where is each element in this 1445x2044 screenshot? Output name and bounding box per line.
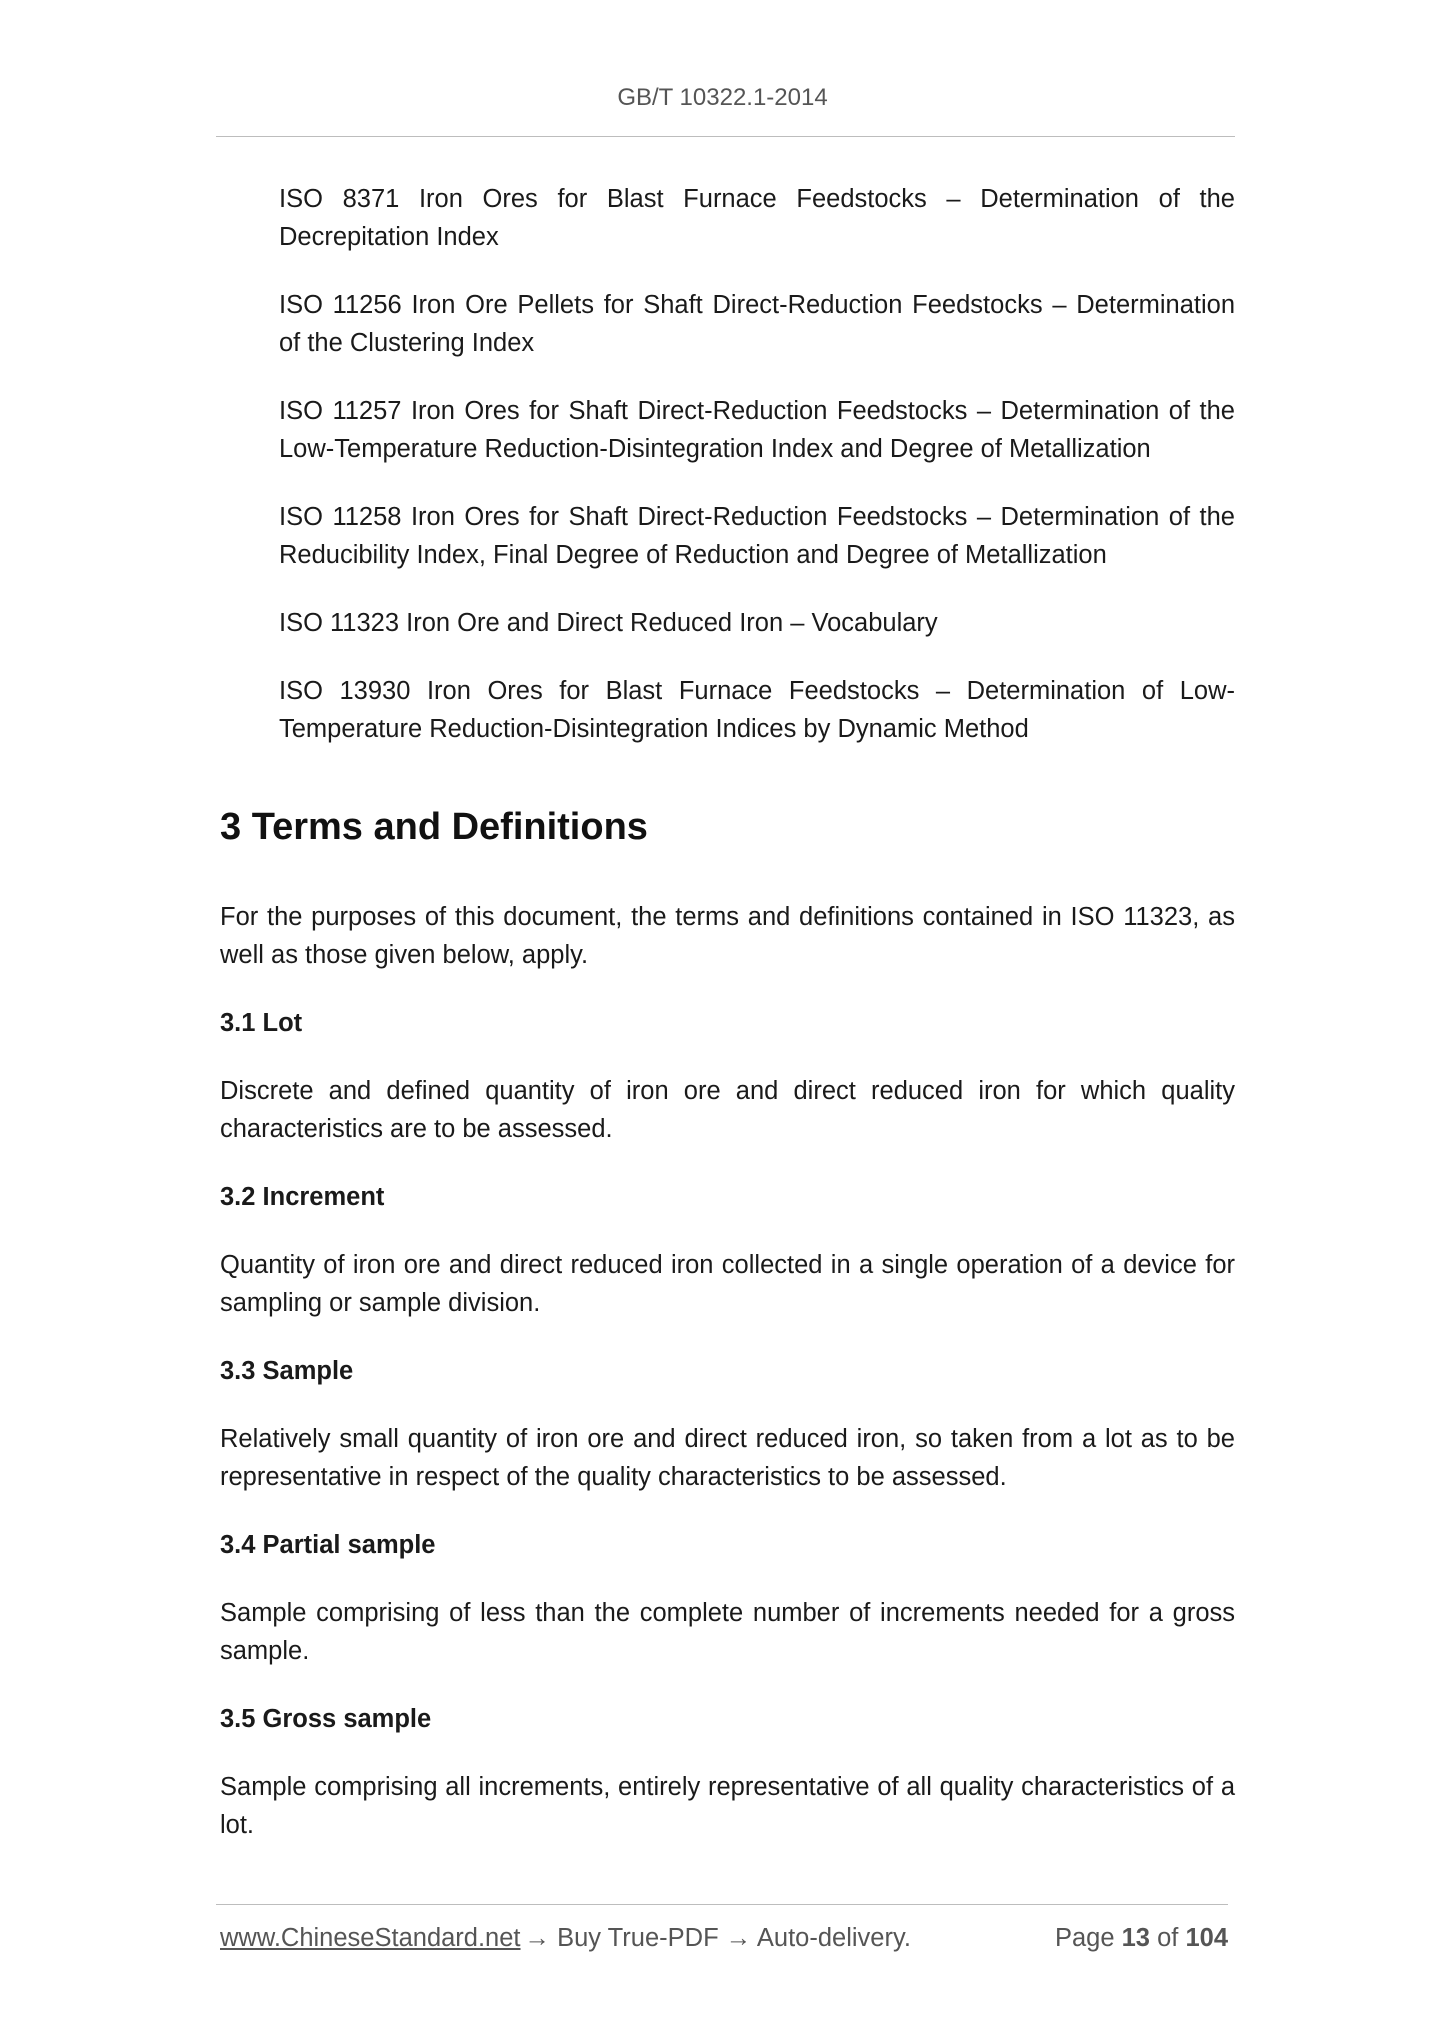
- page-label: Page: [1054, 1924, 1115, 1952]
- reference-item: ISO 11257 Iron Ores for Shaft Direct-Reduction Feedstocks – Determination of the Low-Temperature Reduction-Disintegration Index and Degree of Metallization: [279, 397, 1235, 463]
- reference-item: ISO 11323 Iron Ore and Direct Reduced Iron – Vocabulary: [279, 609, 938, 637]
- footer-promo-text: → Buy True-PDF → Auto-delivery.: [524, 1924, 911, 1952]
- terms-definitions-body: [220, 898, 1235, 1874]
- term-definition-sample: Relatively small quantity of iron ore and direct reduced iron, so taken from a lot as to be representative in respect of the quality characteristics to be assessed.: [220, 1425, 1235, 1491]
- term-definition-lot: Discrete and defined quantity of iron ore and direct reduced iron for which quality characteristics are to be assessed.: [220, 1077, 1235, 1143]
- footer-divider: [216, 1904, 1228, 1905]
- page-current: 13: [1121, 1924, 1150, 1952]
- page-footer: [220, 1924, 1228, 1953]
- reference-item: ISO 8371 Iron Ores for Blast Furnace Feedstocks – Determination of the Decrepitation Index: [279, 185, 1235, 251]
- term-definition-partial-sample: Sample comprising of less than the complete number of increments needed for a gross sample.: [220, 1599, 1235, 1665]
- footer-left: [220, 1924, 911, 1953]
- term-title-gross-sample: 3.5 Gross sample: [220, 1705, 432, 1733]
- term-definition-increment: Quantity of iron ore and direct reduced iron collected in a single operation of a device for sampling or sample division.: [220, 1251, 1235, 1317]
- term-title-increment: 3.2 Increment: [220, 1183, 385, 1211]
- website-link[interactable]: www.ChineseStandard.net: [220, 1924, 521, 1952]
- term-definition-gross-sample: Sample comprising all increments, entirely representative of all quality characteristics of a lot.: [220, 1773, 1235, 1839]
- of-label: of: [1157, 1924, 1179, 1952]
- reference-item: ISO 11256 Iron Ore Pellets for Shaft Direct-Reduction Feedstocks – Determination of the Clustering Index: [279, 291, 1235, 357]
- reference-item: ISO 11258 Iron Ores for Shaft Direct-Reduction Feedstocks – Determination of the Reducibility Index, Final Degree of Reduction and Degree of Metallization: [279, 503, 1235, 569]
- section-intro: For the purposes of this document, the terms and definitions contained in ISO 11323, as well as those given below, apply.: [220, 903, 1235, 969]
- term-title-sample: 3.3 Sample: [220, 1357, 354, 1385]
- page-header-standard-id: GB/T 10322.1-2014: [617, 84, 828, 111]
- page-total: 104: [1185, 1924, 1228, 1952]
- term-title-partial-sample: 3.4 Partial sample: [220, 1531, 436, 1559]
- term-title-lot: 3.1 Lot: [220, 1009, 303, 1037]
- normative-references-list: [279, 180, 1235, 748]
- reference-item: ISO 13930 Iron Ores for Blast Furnace Feedstocks – Determination of Low-Temperature Reduction-Disintegration Indices by Dynamic Method: [279, 677, 1235, 743]
- section-heading: 3 Terms and Definitions: [220, 806, 648, 848]
- page-indicator: [1055, 1924, 1228, 1953]
- header-divider: [216, 136, 1235, 137]
